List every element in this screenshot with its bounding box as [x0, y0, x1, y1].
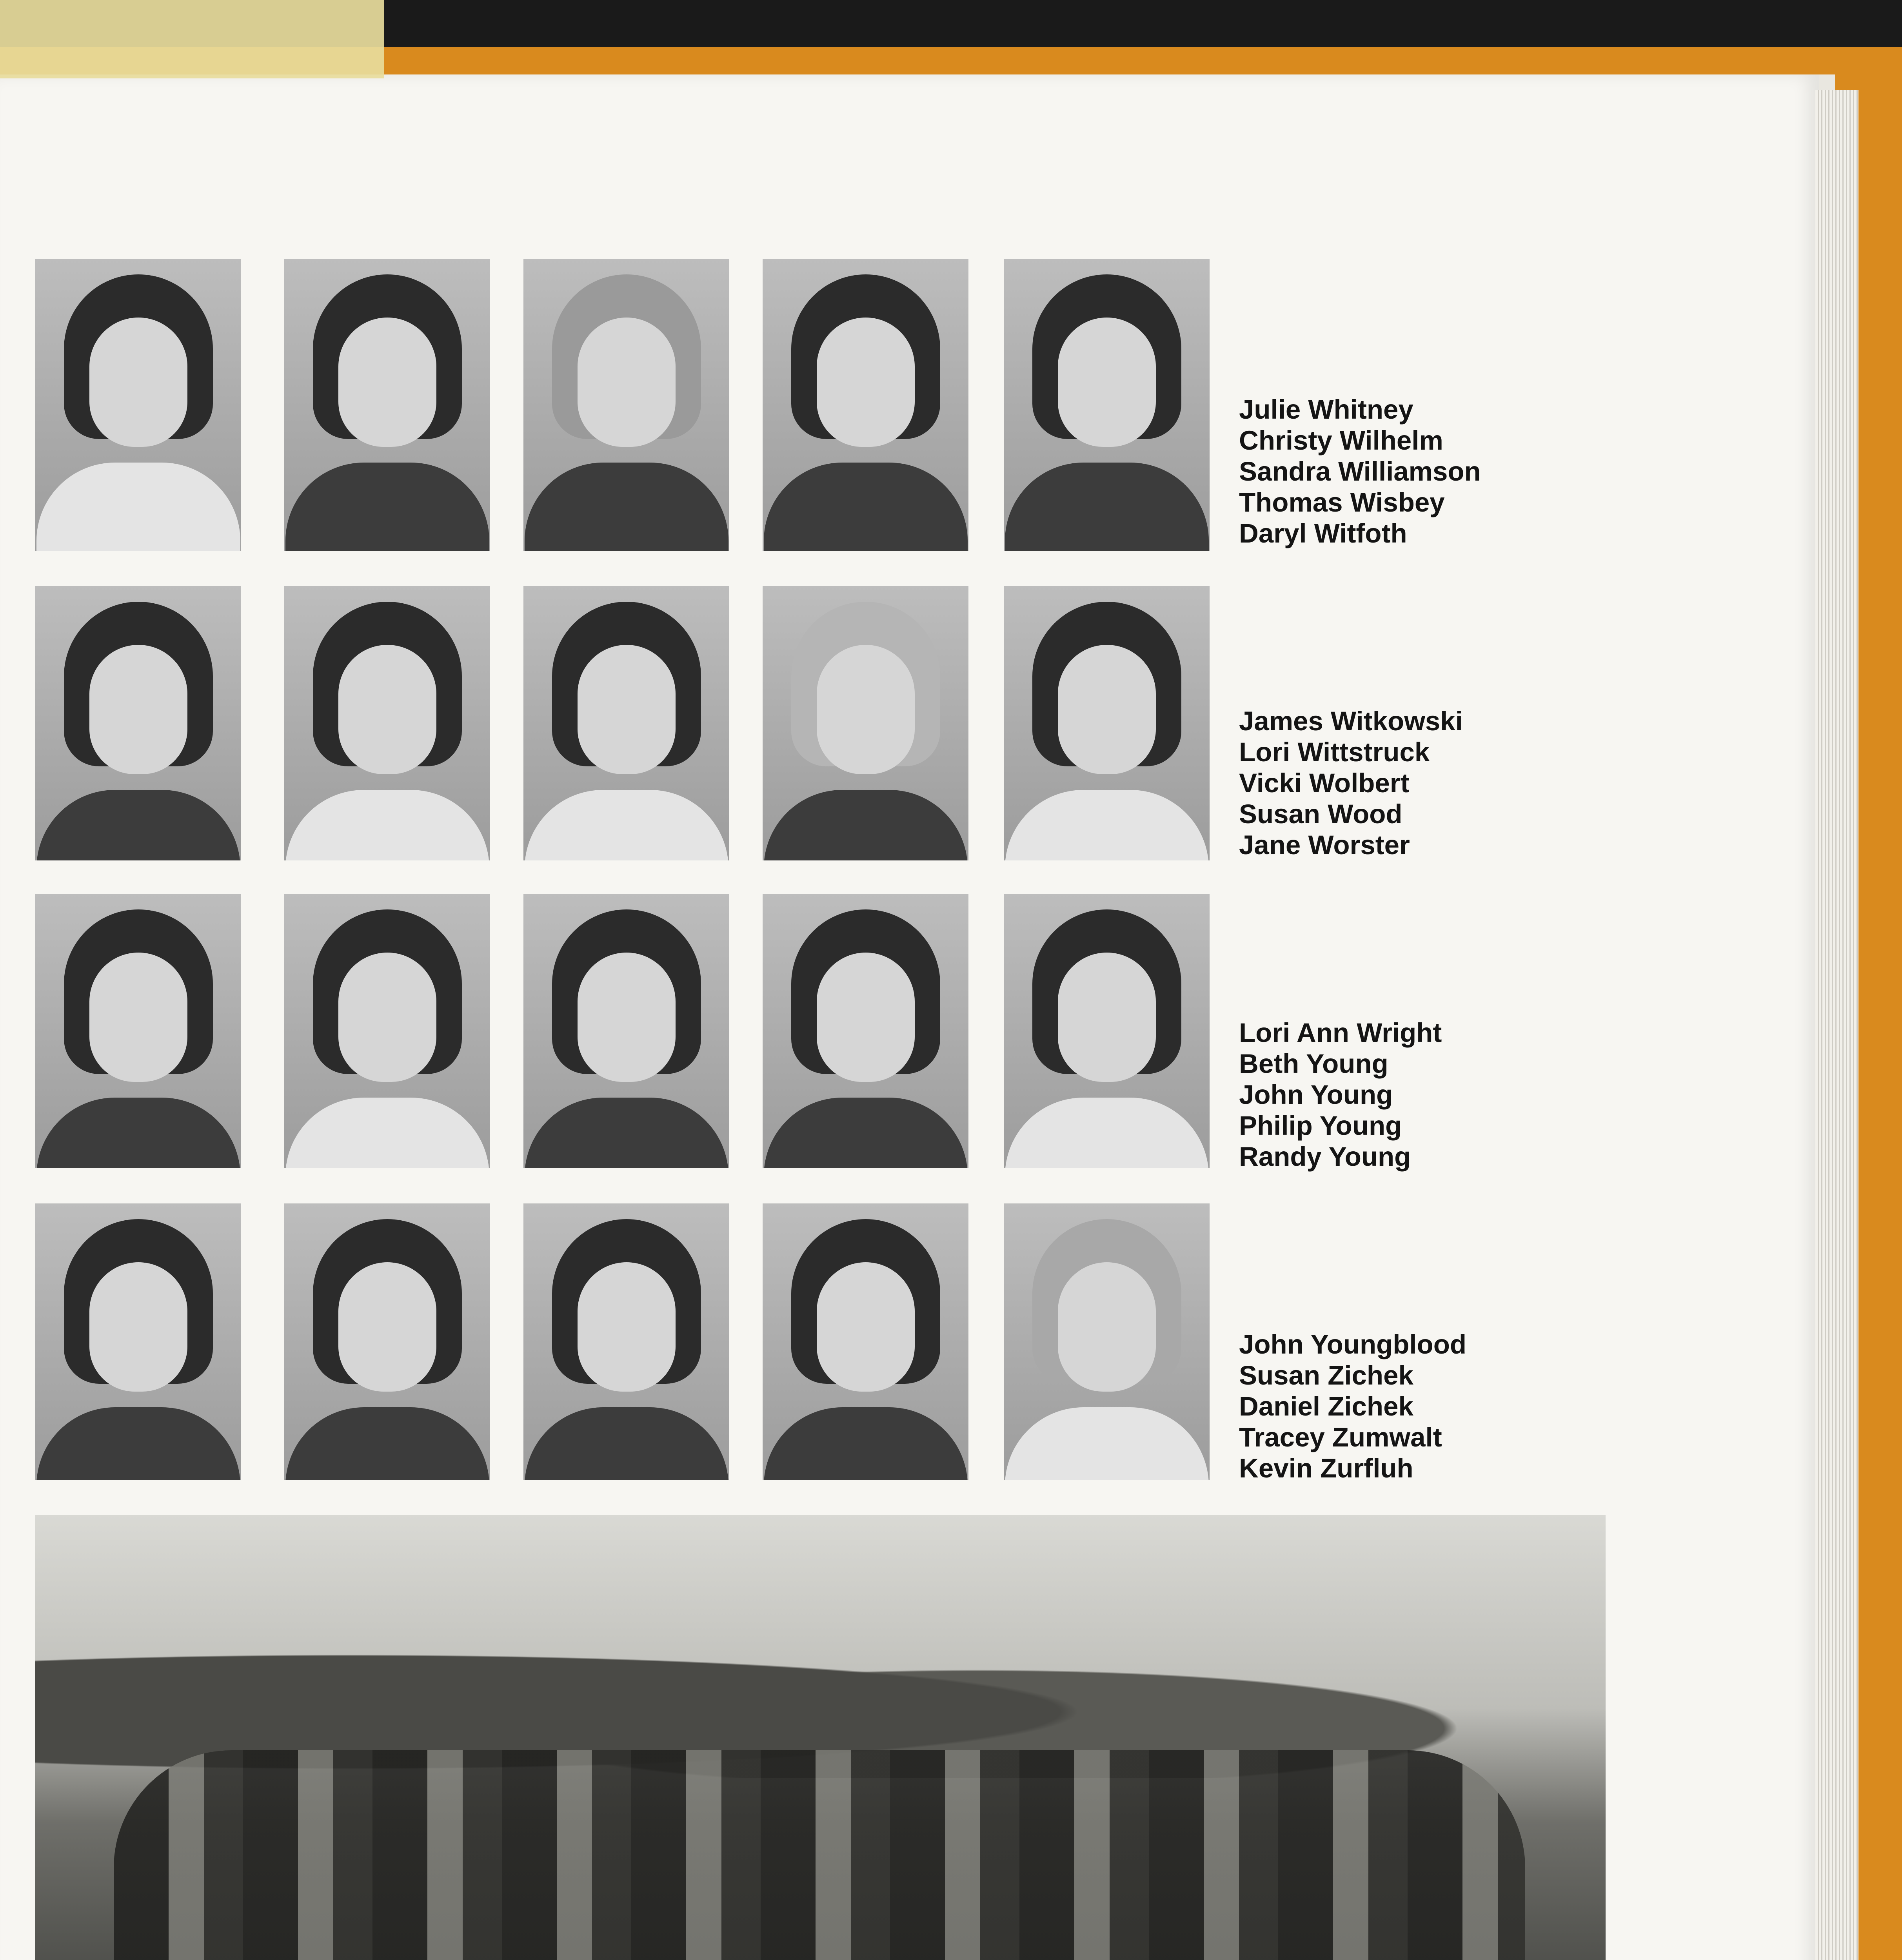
- name-list: [1239, 1017, 1592, 1172]
- portrait-photo: [523, 259, 729, 551]
- student-name: Lori Ann Wright: [1239, 1018, 1442, 1048]
- portrait-photo: [763, 259, 968, 551]
- portrait-photo: [763, 1203, 968, 1480]
- portrait-photo: [284, 259, 490, 551]
- student-name: Daniel Zichek: [1239, 1391, 1413, 1421]
- cheerleaders-group-photo: [35, 1515, 1606, 1960]
- student-name: Kevin Zurfluh: [1239, 1453, 1413, 1483]
- name-list: [1239, 394, 1592, 549]
- portrait-photo: [35, 259, 241, 551]
- portrait-photo: [35, 586, 241, 860]
- portrait-photo: [523, 894, 729, 1168]
- portrait-photo: [1004, 259, 1210, 551]
- student-name: Sandra Williamson: [1239, 456, 1481, 486]
- student-name: Thomas Wisbey: [1239, 487, 1445, 517]
- portrait-photo: [284, 1203, 490, 1480]
- name-list: [1239, 706, 1592, 860]
- student-name: Daryl Witfoth: [1239, 518, 1407, 548]
- portrait-photo: [763, 586, 968, 860]
- student-name: Beth Young: [1239, 1049, 1388, 1079]
- student-name: Susan Zichek: [1239, 1360, 1413, 1390]
- portrait-photo: [1004, 894, 1210, 1168]
- portrait-photo: [1004, 1203, 1210, 1480]
- student-name: Susan Wood: [1239, 799, 1402, 829]
- student-name: Philip Young: [1239, 1111, 1402, 1141]
- student-name: Randy Young: [1239, 1142, 1411, 1172]
- portrait-photo: [523, 586, 729, 860]
- portrait-photo: [35, 894, 241, 1168]
- student-name: Julie Whitney: [1239, 394, 1413, 425]
- portrait-photo: [284, 586, 490, 860]
- student-name: John Youngblood: [1239, 1329, 1466, 1359]
- portrait-photo: [35, 1203, 241, 1480]
- student-name: Christy Wilhelm: [1239, 425, 1443, 456]
- portrait-photo: [284, 894, 490, 1168]
- student-name: Jane Worster: [1239, 830, 1410, 860]
- page-edges: [1815, 90, 1858, 1960]
- portrait-photo: [763, 894, 968, 1168]
- name-list: [1239, 1329, 1592, 1484]
- student-name: John Young: [1239, 1080, 1393, 1110]
- student-name: Tracey Zumwalt: [1239, 1422, 1442, 1452]
- student-name: Vicki Wolbert: [1239, 768, 1410, 798]
- portrait-photo: [1004, 586, 1210, 860]
- student-name: Lori Wittstruck: [1239, 737, 1430, 767]
- portrait-photo: [523, 1203, 729, 1480]
- student-name: James Witkowski: [1239, 706, 1463, 736]
- tape-strip: [0, 0, 384, 78]
